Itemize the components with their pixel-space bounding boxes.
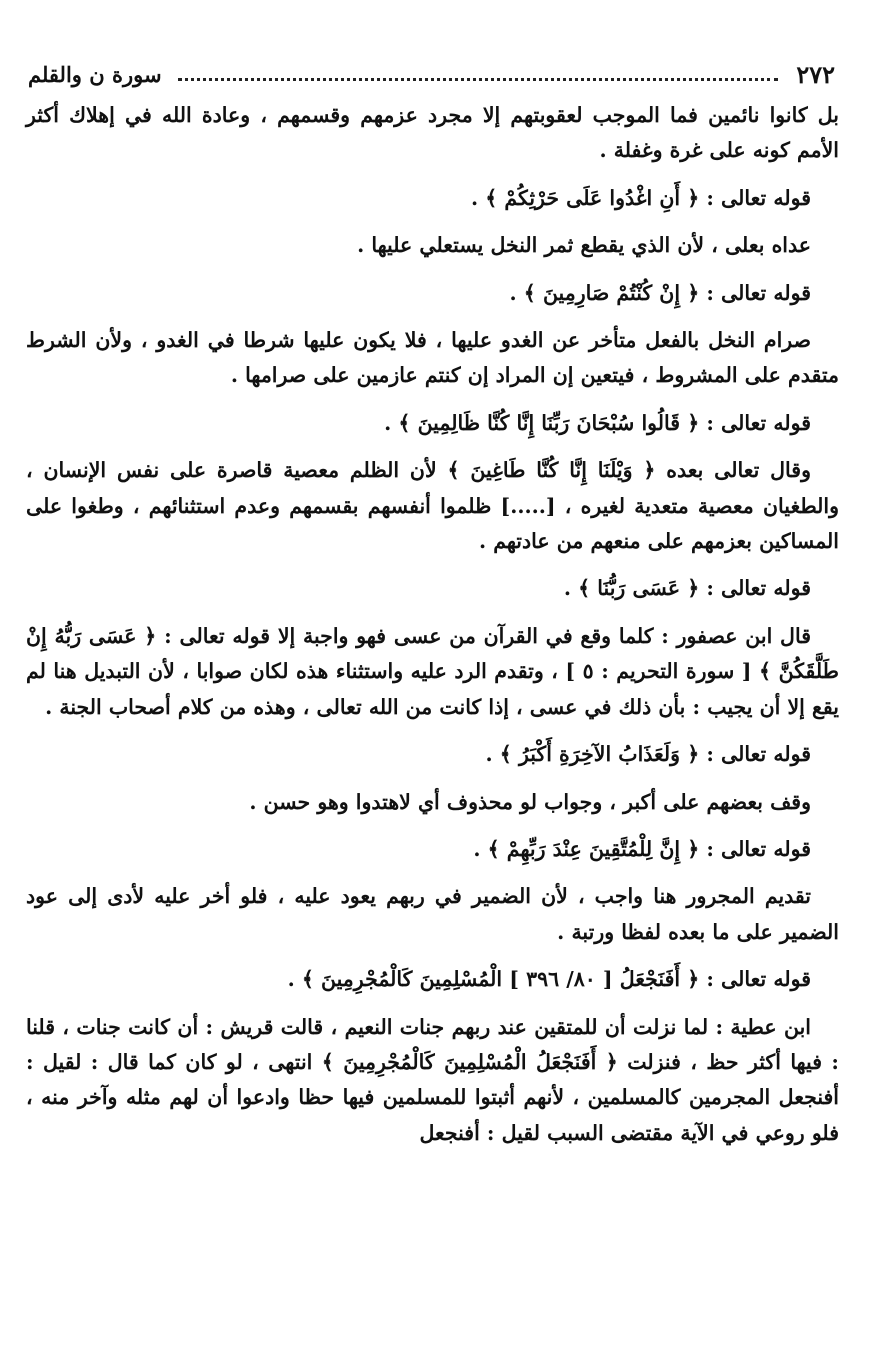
verse-citation: قوله تعالى : ﴿ وَلَعَذَابُ الآخِرَةِ أَكْبَرُ ﴾ . xyxy=(485,742,811,767)
paragraph: صرام النخل بالفعل متأخر عن الغدو عليها ، فلا يكون عليها شرطا في الغدو ، ولأن الشرط متقدم على المشروط ، فيتعين إن المراد إن كنتم عازمين على صرامها . xyxy=(26,328,839,388)
page-number: ٢٧٢ xyxy=(796,59,835,89)
verse-citation: قوله تعالى : ﴿ إِنْ كُنْتُمْ صَارِمِينَ ﴾ . xyxy=(509,280,811,305)
paragraph: قال ابن عصفور : كلما وقع في القرآن من عسى فهو واجبة إلا قوله تعالى : ﴿ عَسَى رَبُّهُ إِنْ طَلَّقَكُنَّ ﴾ [ سورة التحريم : ٥ ] ، وتقدم الرد عليه واستثناء هذه لكان صوابا ، لأن التبديل هنا لم يقع إلا أن يجيب : بأن ذلك في عسى ، إذا كانت من الله تعالى ، وهذه من كلام أصحاب الجنة . xyxy=(26,623,839,719)
paragraph: وقال تعالى بعده ﴿ وَيْلَنَا إِنَّا كُنَّا طَاغِينَ ﴾ لأن الظلم معصية قاصرة على نفس الإنسان ، والطغيان معصية متعدية لغيره ، [.....] ظلموا أنفسهم بقسمهم وعدم استثنائهم ، وطغوا على المساكين بعزمهم على منعهم من عادتهم . xyxy=(26,458,839,554)
verse-citation: قوله تعالى : ﴿ أَنِ اغْدُوا عَلَى حَرْثِكُمْ ﴾ . xyxy=(470,185,811,210)
verse-citation: قوله تعالى : ﴿ عَسَى رَبُّنَا ﴾ . xyxy=(563,576,811,601)
verse-citation: قوله تعالى : ﴿ أَفَنَجْعَلُ [ ٨٠/ ٣٩٦ ] الْمُسْلِمِينَ كَالْمُجْرِمِينَ ﴾ . xyxy=(287,967,811,992)
paragraph: عداه بعلى ، لأن الذي يقطع ثمر النخل يستعلي عليها . xyxy=(357,233,811,258)
paragraph: ابن عطية : لما نزلت أن للمتقين عند ربهم جنات النعيم ، قالت قريش : أن كانت جنات ، قلنا : فيها أكثر حظ ، فنزلت ﴿ أَفَنَجْعَلُ الْمُسْلِمِينَ كَالْمُجْرِمِينَ ﴾ انتهى ، لو كان كما قال : لقيل : أفنجعل المجرمين كالمسلمين ، لأنهم أثبتوا للمسلمين فيها حظا وادعوا أن لهم مثله وآخر منه ، فلو روعي في الآية مقتضى السبب لقيل : أفنجعل xyxy=(26,1014,839,1145)
header-dotted-rule xyxy=(178,78,779,81)
page-body xyxy=(26,98,839,1163)
verse-citation: قوله تعالى : ﴿ إِنَّ لِلْمُتَّقِينَ عِنْدَ رَبِّهِمْ ﴾ . xyxy=(473,836,811,861)
paragraph: بل كانوا نائمين فما الموجب لعقوبتهم إلا مجرد عزمهم وقسمهم ، وعادة الله في إهلاك أكثر الأمم كونه على غرة وغفلة . xyxy=(26,103,839,163)
paragraph: تقديم المجرور هنا واجب ، لأن الضمير في ربهم يعود عليه ، فلو أخر عليه لأدى إلى عود الضمير على ما بعده لفظا ورتبة . xyxy=(26,884,839,944)
running-title: سورة ن والقلم xyxy=(28,61,162,87)
verse-citation: قوله تعالى : ﴿ قَالُوا سُبْحَانَ رَبِّنَا إِنَّا كُنَّا ظَالِمِينَ ﴾ . xyxy=(384,410,811,435)
paragraph: وقف بعضهم على أكبر ، وجواب لو محذوف أي لاهتدوا وهو حسن . xyxy=(249,789,811,814)
page-header xyxy=(28,56,835,92)
